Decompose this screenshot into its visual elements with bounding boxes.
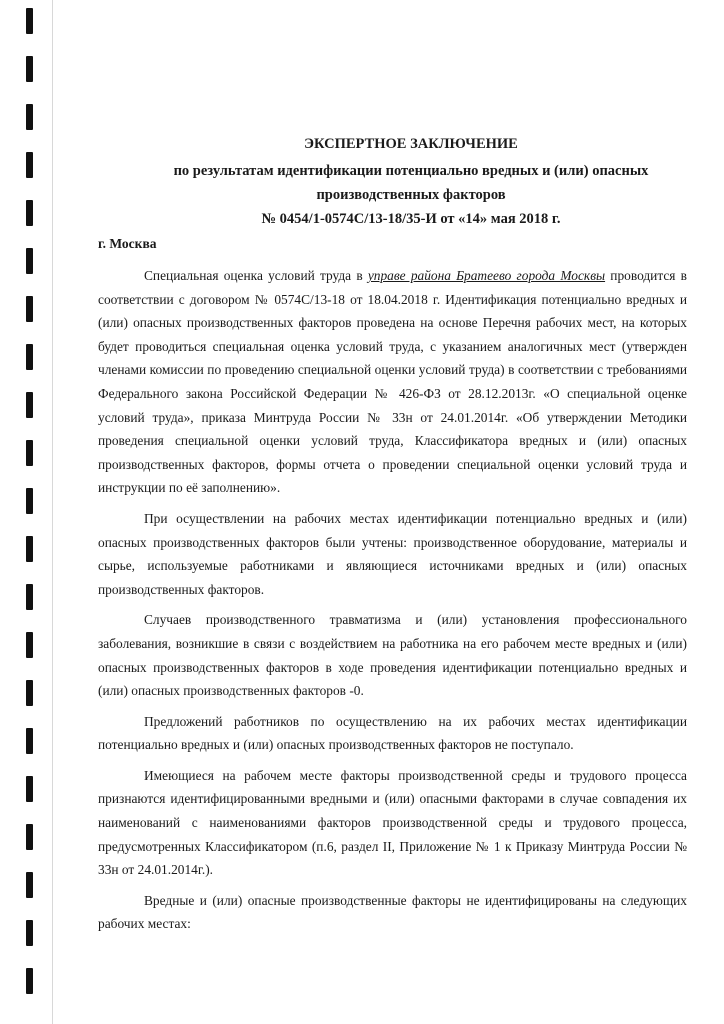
binding-hole <box>26 8 33 34</box>
binding-hole <box>26 104 33 130</box>
document-subtitle-line1: по результатам идентификации потенциально вредных и (или) опасных <box>173 163 649 179</box>
document-body <box>98 264 687 936</box>
paragraph-injury-cases: Случаев производственного травматизма и (или) установления профессионального заболевания, возникшие в связи с воздействием на работника на его рабочем месте вредных и (или) опасных производственных факторов в ходе проведения идентификации потенциально вредных и (или) опасных производственных факторов -0. <box>98 612 687 699</box>
city-label: г. Москва <box>98 236 157 251</box>
binding-hole <box>26 968 33 994</box>
binding-hole <box>26 920 33 946</box>
scan-edge-line <box>52 0 53 1024</box>
document-subtitle-line2: производственных факторов <box>316 187 506 203</box>
binding-hole <box>26 680 33 706</box>
binding-hole <box>26 776 33 802</box>
paragraph-contract <box>98 264 687 500</box>
binding-hole <box>26 152 33 178</box>
binding-hole <box>26 824 33 850</box>
paragraph-worker-proposals: Предложений работников по осуществлению на их рабочих местах идентификации потенциально вредных и (или) опасных производственных факторов не поступало. <box>98 713 687 753</box>
document-title: ЭКСПЕРТНОЕ ЗАКЛЮЧЕНИЕ <box>304 136 518 152</box>
paragraph-identification-rule: Имеющиеся на рабочем месте факторы производственной среды и трудового процесса признаются идентифицированными вредными и (или) опасными факторами в случае совпадения их наименований с наименованиями факторов производственной среды и трудового процесса, предусмотренных Классификатором (п.6, раздел II, Приложение № 1 к Приказу Минтруда России № 33н от 24.01.2014г.). <box>98 767 687 878</box>
binding-hole <box>26 296 33 322</box>
binding-hole <box>26 536 33 562</box>
binding-hole <box>26 56 33 82</box>
binding-hole <box>26 200 33 226</box>
binding-hole <box>26 584 33 610</box>
binding-hole <box>26 728 33 754</box>
organization-name: управе района Братеево города Москвы <box>367 268 606 283</box>
paragraph-factors-considered: При осуществлении на рабочих местах идентификации потенциально вредных и (или) опасных производственных факторов были учтены: производственное оборудование, материалы и сырье, используемые работниками и являющиеся источниками вредных и (или) опасных производственных факторов. <box>98 510 687 597</box>
binding-hole <box>26 632 33 658</box>
binding-holes <box>26 0 36 1024</box>
binding-hole <box>26 872 33 898</box>
binding-hole <box>26 344 33 370</box>
paragraph-rest: проводится в соответствии с договором № 0574С/13-18 от 18.04.2018 г. Идентификация потенциально вредных и (или) опасных производственных факторов проведена на основе Перечня рабочих мест, на которых будет проводиться специальная оценка условий труда, с указанием аналогичных мест (утвержден членами комиссии по проведению специальной оценки условий труда) в соответствии с требованиями Федерального закона Российской Федерации № 426-ФЗ от 28.12.2013г. «О специальной оценке условий труда», приказа Минтруда России № 33н от 24.01.2014г. «Об утверждении Методики проведения специальной оценки условий труда, Классификатора вредных и (или) опасных производственных факторов, формы отчета о проведении специальной оценки условий труда и инструкции по её заполнению». <box>98 268 687 496</box>
paragraph-lead: Специальная оценка условий труда в <box>144 268 368 283</box>
document-number: № 0454/1-0574С/13-18/35-И от «14» мая 2018 г. <box>261 211 561 227</box>
paragraph-not-identified: Вредные и (или) опасные производственные факторы не идентифицированы на следующих рабочих местах: <box>98 892 687 932</box>
binding-hole <box>26 392 33 418</box>
binding-hole <box>26 488 33 514</box>
binding-hole <box>26 248 33 274</box>
binding-hole <box>26 440 33 466</box>
